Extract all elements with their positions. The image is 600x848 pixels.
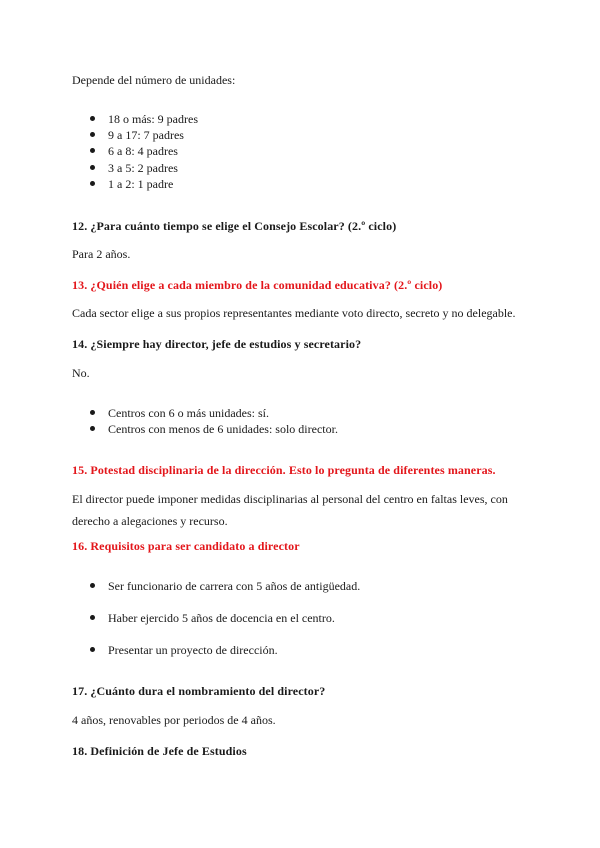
question-17-answer: 4 años, renovables por periodos de 4 años. (72, 713, 276, 727)
question-14-heading: 14. ¿Siempre hay director, jefe de estudios y secretario? (72, 337, 362, 351)
list-item: 3 a 5: 2 padres (90, 160, 198, 176)
question-14-bullet-list (90, 405, 338, 437)
question-12-answer: Para 2 años. (72, 247, 131, 261)
bullet-icon (90, 410, 95, 415)
bullet-icon (90, 165, 95, 170)
bullet-icon (90, 132, 95, 137)
question-16-heading: 16. Requisitos para ser candidato a director (72, 539, 300, 553)
bullet-icon (90, 583, 95, 588)
list-item: 1 a 2: 1 padre (90, 176, 198, 192)
bullet-icon (90, 181, 95, 186)
bullet-icon (90, 148, 95, 153)
question-13-heading: 13. ¿Quién elige a cada miembro de la comunidad educativa? (2.º ciclo) (72, 278, 443, 292)
question-14-answer: No. (72, 366, 90, 380)
question-12-heading: 12. ¿Para cuánto tiempo se elige el Consejo Escolar? (2.º ciclo) (72, 219, 397, 233)
intro-bullet-list (90, 111, 198, 192)
list-item: 18 o más: 9 padres (90, 111, 198, 127)
question-16-bullet-list (90, 578, 360, 674)
list-item: Centros con menos de 6 unidades: solo director. (90, 421, 338, 437)
bullet-icon (90, 116, 95, 121)
intro-text: Depende del número de unidades: (72, 73, 236, 87)
list-item: Centros con 6 o más unidades: sí. (90, 405, 338, 421)
list-item: Haber ejercido 5 años de docencia en el centro. (90, 610, 360, 626)
list-item: 9 a 17: 7 padres (90, 127, 198, 143)
bullet-icon (90, 426, 95, 431)
question-17-heading: 17. ¿Cuánto dura el nombramiento del director? (72, 684, 326, 698)
question-18-heading: 18. Definición de Jefe de Estudios (72, 744, 247, 758)
question-13-answer: Cada sector elige a sus propios representantes mediante voto directo, secreto y no delegable. (72, 306, 516, 320)
bullet-icon (90, 615, 95, 620)
question-15-answer: El director puede imponer medidas disciplinarias al personal del centro en faltas leves, con derecho a alegaciones y recurso. (72, 492, 508, 528)
list-item: Presentar un proyecto de dirección. (90, 642, 360, 658)
bullet-icon (90, 647, 95, 652)
list-item: Ser funcionario de carrera con 5 años de antigüedad. (90, 578, 360, 594)
question-15-heading: 15. Potestad disciplinaria de la dirección. Esto lo pregunta de diferentes maneras. (72, 463, 496, 477)
list-item: 6 a 8: 4 padres (90, 143, 198, 159)
